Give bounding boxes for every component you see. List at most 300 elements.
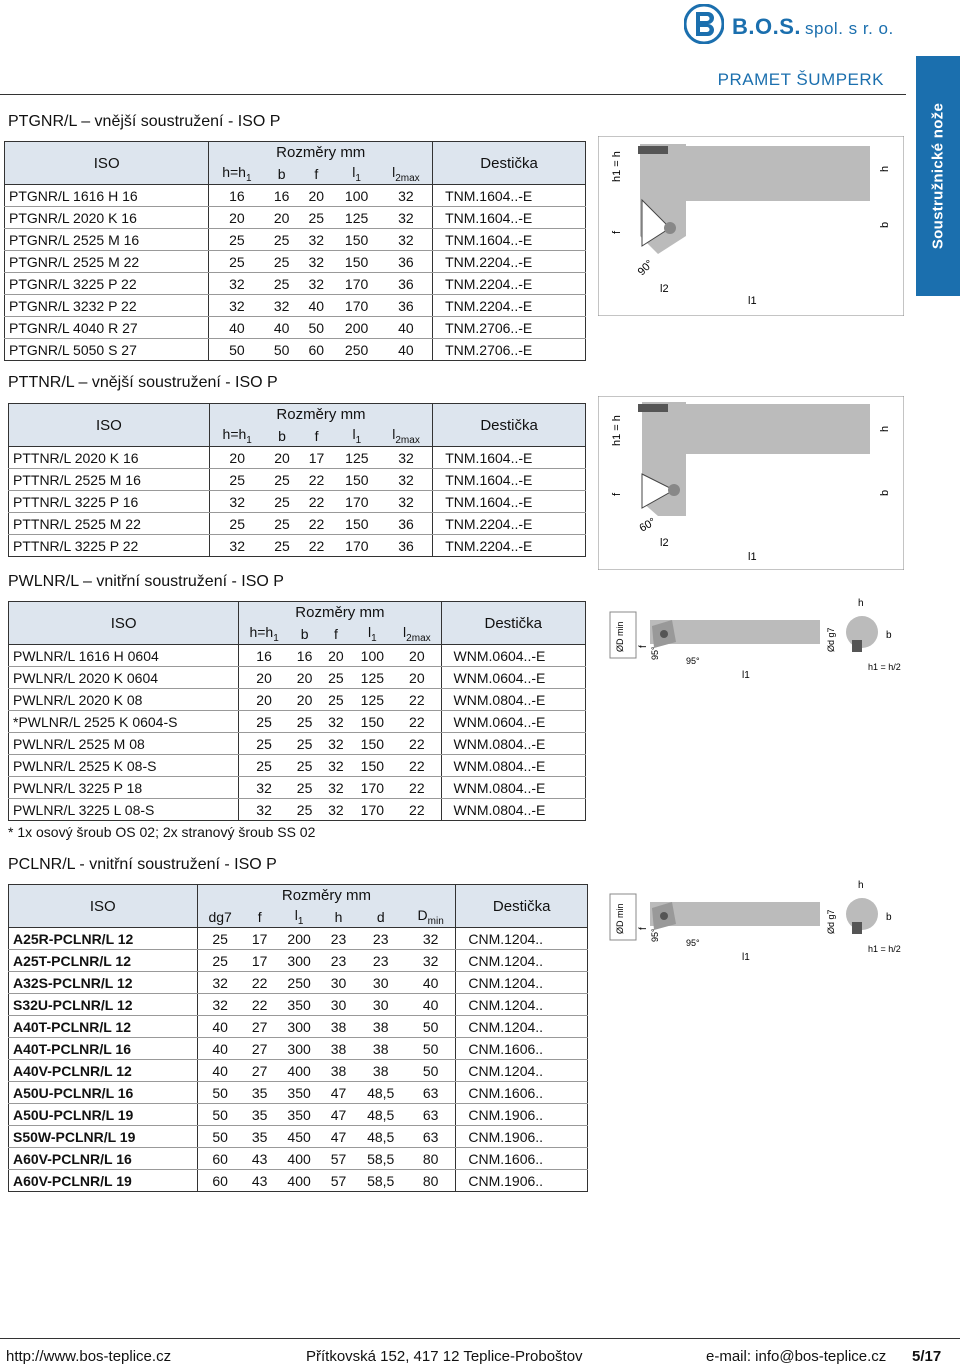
table-row [9,491,586,513]
table-row [5,207,586,229]
cell-value: 450 [277,1126,322,1148]
cell-value: 32 [197,972,243,994]
header-col: h [322,906,356,928]
label-dmin: ØD min [615,903,625,934]
cell-value: 25 [265,491,300,513]
cell-value: 32 [209,491,264,513]
cell-insert: TNM.1604..-E [433,229,586,251]
cell-value: 27 [243,1060,277,1082]
cell-iso: A50U-PCLNR/L 19 [9,1104,198,1126]
label-b: b [879,221,891,228]
cell-value: 25 [209,229,265,251]
cell-iso: A50U-PCLNR/L 16 [9,1082,198,1104]
cell-value: 25 [320,667,351,689]
header-col: $h=h_1$ [239,623,289,645]
cell-value: 22 [393,755,441,777]
cell-value: 36 [380,295,433,317]
cell-insert: TNM.2204..-E [433,251,586,273]
cell-insert: CNM.1204.. [456,1060,588,1082]
header-col: $h=h_1$ [209,425,264,447]
cell-value: 60 [299,339,334,361]
cell-insert: TNM.2204..-E [433,513,586,535]
cell-value: 16 [209,185,265,207]
cell-iso: PTGNR/L 2020 K 16 [5,207,209,229]
cell-iso: PTGNR/L 5050 S 27 [5,339,209,361]
label-h1: h1 = h [611,415,623,446]
table-row [5,295,586,317]
cell-value: 22 [393,733,441,755]
header-dimensions: Rozměry mm [239,602,441,624]
cell-insert: CNM.1606.. [456,1082,588,1104]
cell-value: 40 [299,295,334,317]
cell-value: 38 [355,1060,406,1082]
cell-insert: CNM.1204.. [456,928,588,950]
section-title: PWLNR/L – vnitřní soustružení - ISO P [8,573,284,590]
table-row [9,667,586,689]
cell-value: 125 [352,667,394,689]
cell-value: 32 [209,295,265,317]
cell-value: 23 [322,950,356,972]
cell-iso: A40T-PCLNR/L 16 [9,1038,198,1060]
cell-value: 150 [334,513,380,535]
header-col: f [243,906,277,928]
page-number: 5/17 [912,1348,942,1365]
cell-value: 63 [406,1104,456,1126]
cell-value: 250 [277,972,322,994]
cell-value: 80 [406,1148,456,1170]
cell-iso: PTGNR/L 2525 M 16 [5,229,209,251]
cell-value: 25 [320,689,351,711]
cell-insert: WNM.0804..-E [441,689,585,711]
cell-value: 23 [322,928,356,950]
cell-value: 35 [243,1126,277,1148]
footnote: * 1x osový šroub OS 02; 2x stranový šroub SS 02 [8,824,316,840]
label-f: f [638,927,649,930]
header-insert: Destička [456,885,588,928]
cell-value: 25 [239,733,289,755]
insert-section [852,922,862,934]
cell-value: 32 [406,950,456,972]
cell-insert: WNM.0804..-E [441,755,585,777]
cell-insert: WNM.0804..-E [441,777,585,799]
table-row [9,777,586,799]
cell-value: 38 [355,1016,406,1038]
cell-value: 150 [352,711,394,733]
cell-value: 150 [352,755,394,777]
cell-iso: PTGNR/L 1616 H 16 [5,185,209,207]
cell-value: 20 [209,207,265,229]
cell-insert: CNM.1204.. [456,950,588,972]
screw-icon [660,630,668,638]
company-name: B.O.S. spol. s r. o. [732,14,894,39]
cell-value: 100 [334,185,380,207]
cell-value: 25 [239,755,289,777]
cell-value: 25 [264,229,299,251]
company-logo [684,4,910,44]
cell-value: 32 [380,491,433,513]
cell-value: 22 [243,994,277,1016]
sidebar-tab [916,56,960,296]
cell-value: 350 [277,1082,322,1104]
cell-value: 40 [406,972,456,994]
cell-value: 20 [299,185,334,207]
cell-value: 80 [406,1170,456,1192]
cell-value: 27 [243,1016,277,1038]
cell-value: 25 [289,777,320,799]
cell-value: 350 [277,1104,322,1126]
cell-insert: TNM.2706..-E [433,339,586,361]
label-dg7: Ød g7 [826,909,836,934]
cell-iso: A25T-PCLNR/L 12 [9,950,198,972]
cell-value: 57 [322,1148,356,1170]
footer-url[interactable]: http://www.bos-teplice.cz [6,1348,172,1365]
cell-insert: CNM.1906.. [456,1170,588,1192]
cell-value: 300 [277,1016,322,1038]
cell-value: 40 [380,317,433,339]
cell-value: 150 [334,251,380,273]
label-h1: h1 = h/2 [868,944,901,954]
cell-iso: PWLNR/L 3225 L 08-S [9,799,239,821]
cell-value: 32 [209,273,265,295]
cell-iso: PWLNR/L 2020 K 08 [9,689,239,711]
cell-value: 36 [380,535,433,557]
footer-divider [0,1338,960,1339]
table-row [9,950,588,972]
cell-value: 200 [334,317,380,339]
cell-value: 32 [299,251,334,273]
header-dimensions: Rozměry mm [197,885,456,907]
cell-value: 25 [289,799,320,821]
cell-insert: CNM.1906.. [456,1126,588,1148]
table-row [5,273,586,295]
table-row [9,733,586,755]
footer-address: Přítkovská 152, 417 12 Teplice-Proboštov [306,1348,583,1365]
cell-iso: PWLNR/L 2525 M 08 [9,733,239,755]
cell-value: 22 [299,513,334,535]
table-row [9,1060,588,1082]
cell-value: 100 [352,645,394,667]
tool-table-pttnr [8,403,586,557]
label-angle-2: 95° [686,938,700,948]
cell-value: 43 [243,1170,277,1192]
header-col: $D_{min}$ [406,906,456,928]
clamp [638,146,668,154]
cell-value: 25 [264,251,299,273]
table-row [9,928,588,950]
bos-logo-icon [684,4,724,44]
cell-value: 300 [277,1038,322,1060]
cell-value: 25 [299,207,334,229]
header-col: d [355,906,406,928]
header-col: $l_{2max}$ [393,623,441,645]
ptgnr-tool-drawing [598,136,904,316]
cell-value: 22 [243,972,277,994]
cell-value: 400 [277,1060,322,1082]
table-row [9,535,586,557]
cell-insert: WNM.0804..-E [441,799,585,821]
cell-iso: S50W-PCLNR/L 19 [9,1126,198,1148]
cell-value: 32 [320,711,351,733]
label-h: h [858,880,864,891]
cell-value: 40 [406,994,456,1016]
cell-value: 32 [239,777,289,799]
cell-iso: A32S-PCLNR/L 12 [9,972,198,994]
cell-value: 16 [289,645,320,667]
table-row [9,994,588,1016]
cell-iso: PTGNR/L 4040 R 27 [5,317,209,339]
cell-value: 40 [197,1016,243,1038]
cell-value: 20 [393,645,441,667]
cell-value: 170 [352,777,394,799]
cell-value: 125 [352,689,394,711]
table-row [5,251,586,273]
table-row [9,1170,588,1192]
cell-value: 36 [380,513,433,535]
pwlnr-tool-drawing [606,596,906,690]
label-angle-2: 95° [686,656,700,666]
cell-iso: A60V-PCLNR/L 19 [9,1170,198,1192]
cell-value: 32 [320,733,351,755]
header-col: $l_1$ [334,425,380,447]
cell-value: 22 [393,689,441,711]
label-h1: h1 = h [611,151,623,182]
cell-value: 60 [197,1148,243,1170]
cell-insert: TNM.1604..-E [433,469,586,491]
cell-insert: TNM.1604..-E [433,185,586,207]
cell-iso: PTTNR/L 3225 P 16 [9,491,210,513]
cell-value: 170 [334,491,380,513]
header-dimensions: Rozměry mm [209,404,433,426]
table-row [9,645,586,667]
table-row [9,447,586,469]
section-title: PTGNR/L – vnější soustružení - ISO P [8,113,281,130]
cell-value: 25 [197,950,243,972]
cell-value: 36 [380,273,433,295]
label-l2: l2 [660,537,669,549]
cell-iso: *PWLNR/L 2525 K 0604-S [9,711,239,733]
cell-value: 17 [243,950,277,972]
cell-value: 16 [264,185,299,207]
cell-value: 38 [322,1060,356,1082]
screw-icon [668,484,680,496]
cell-iso: PTTNR/L 2525 M 22 [9,513,210,535]
cell-insert: WNM.0604..-E [441,711,585,733]
cell-value: 50 [406,1060,456,1082]
label-h: h [879,425,891,432]
cell-value: 63 [406,1126,456,1148]
cell-value: 40 [209,317,265,339]
label-f: f [638,645,649,648]
label-h: h [858,598,864,609]
label-l1: l1 [748,295,757,307]
cell-value: 36 [380,251,433,273]
shank [684,146,870,201]
screw-icon [664,222,676,234]
cell-value: 50 [299,317,334,339]
table-row [9,1082,588,1104]
sidebar-label: Soustružnické nože [929,102,947,250]
cell-value: 58,5 [355,1170,406,1192]
cell-value: 25 [265,469,300,491]
header-iso: ISO [9,885,198,928]
cell-value: 32 [380,229,433,251]
section-title: PTTNR/L – vnější soustružení - ISO P [8,374,278,391]
cell-value: 20 [239,689,289,711]
cell-insert: WNM.0804..-E [441,733,585,755]
cell-value: 50 [264,339,299,361]
cell-value: 40 [380,339,433,361]
tool-table-pclnr [8,884,588,1192]
cell-value: 23 [355,950,406,972]
header-col: dg7 [197,906,243,928]
cell-insert: CNM.1606.. [456,1038,588,1060]
cell-value: 32 [380,469,433,491]
table-row [5,317,586,339]
header-iso: ISO [5,142,209,185]
cell-value: 20 [289,667,320,689]
label-b: b [879,489,891,496]
label-b: b [886,912,892,923]
label-l2: l2 [660,283,669,295]
header-col: $l_{2max}$ [380,425,433,447]
table-row [9,711,586,733]
cell-value: 38 [322,1038,356,1060]
insert-section [852,640,862,652]
cell-value: 50 [197,1104,243,1126]
cell-value: 40 [264,317,299,339]
cell-value: 25 [265,535,300,557]
cell-value: 16 [239,645,289,667]
cell-value: 22 [393,711,441,733]
cell-value: 30 [322,994,356,1016]
cell-value: 25 [265,513,300,535]
cell-iso: PTGNR/L 3225 P 22 [5,273,209,295]
cell-insert: CNM.1204.. [456,994,588,1016]
cell-value: 25 [209,469,264,491]
table-row [9,1016,588,1038]
cell-value: 32 [380,207,433,229]
cell-iso: S32U-PCLNR/L 12 [9,994,198,1016]
cell-value: 400 [277,1170,322,1192]
cell-iso: A25R-PCLNR/L 12 [9,928,198,950]
table-row [5,185,586,207]
cell-value: 32 [320,755,351,777]
cell-value: 20 [239,667,289,689]
cell-value: 32 [264,295,299,317]
label-f: f [611,492,623,496]
cell-insert: TNM.2204..-E [433,273,586,295]
cell-value: 32 [380,185,433,207]
pttnr-tool-drawing [598,396,904,570]
footer-email[interactable]: e-mail: info@bos-teplice.cz [706,1348,887,1365]
cell-iso: PWLNR/L 2020 K 0604 [9,667,239,689]
header-col: $l_{2max}$ [380,163,433,185]
cell-value: 20 [393,667,441,689]
cell-insert: TNM.1604..-E [433,491,586,513]
cell-value: 25 [209,251,265,273]
label-angle: 95° [650,646,660,660]
label-f: f [611,230,623,234]
cell-value: 27 [243,1038,277,1060]
cell-insert: CNM.1906.. [456,1104,588,1126]
cell-value: 20 [209,447,264,469]
cell-value: 170 [352,799,394,821]
cell-value: 25 [264,273,299,295]
label-h: h [879,165,891,172]
cell-value: 40 [197,1060,243,1082]
cell-insert: TNM.1604..-E [433,447,586,469]
cell-value: 150 [334,469,380,491]
cell-value: 32 [380,447,433,469]
subtitle: PRAMET ŠUMPERK [717,70,884,89]
cell-value: 350 [277,994,322,1016]
cell-value: 47 [322,1126,356,1148]
cell-iso: A40V-PCLNR/L 12 [9,1060,198,1082]
cell-value: 25 [289,711,320,733]
table-row [9,1148,588,1170]
table-row [9,799,586,821]
cell-value: 17 [299,447,334,469]
header-col: $l_1$ [277,906,322,928]
cell-insert: WNM.0604..-E [441,667,585,689]
cell-iso: PTGNR/L 3232 P 22 [5,295,209,317]
table-row [5,339,586,361]
table-row [9,1038,588,1060]
cell-value: 38 [355,1038,406,1060]
cell-iso: A60V-PCLNR/L 16 [9,1148,198,1170]
cell-value: 125 [334,447,380,469]
cell-value: 32 [197,994,243,1016]
label-angle: 90° [635,257,656,279]
cell-iso: PTTNR/L 2020 K 16 [9,447,210,469]
cell-value: 200 [277,928,322,950]
header-col: b [264,163,299,185]
section-title: PCLNR/L - vnitřní soustružení - ISO P [8,856,277,873]
label-dmin: ØD min [615,621,625,652]
cell-insert: TNM.2204..-E [433,295,586,317]
cell-iso: PWLNR/L 3225 P 18 [9,777,239,799]
cell-value: 32 [239,799,289,821]
cell-insert: TNM.2204..-E [433,535,586,557]
cell-value: 20 [289,689,320,711]
cell-value: 25 [209,513,264,535]
table-row [9,972,588,994]
cell-iso: PTTNR/L 3225 P 22 [9,535,210,557]
header-iso: ISO [9,404,210,447]
header-col: $l_1$ [334,163,380,185]
label-l1: l1 [742,952,750,963]
cell-value: 58,5 [355,1148,406,1170]
label-h1: h1 = h/2 [868,662,901,672]
cell-value: 300 [277,950,322,972]
cell-value: 400 [277,1148,322,1170]
label-l1: l1 [748,551,757,563]
cell-value: 47 [322,1082,356,1104]
cell-iso: PTGNR/L 2525 M 22 [5,251,209,273]
cell-value: 22 [393,777,441,799]
clamp [638,404,668,412]
tool-table-ptgnr [4,141,586,361]
label-b: b [886,630,892,641]
cell-insert: CNM.1204.. [456,1016,588,1038]
cell-insert: TNM.1604..-E [433,207,586,229]
cell-insert: CNM.1204.. [456,972,588,994]
cell-insert: TNM.2706..-E [433,317,586,339]
cell-iso: A40T-PCLNR/L 12 [9,1016,198,1038]
table-row [9,1104,588,1126]
cell-value: 25 [197,928,243,950]
pclnr-tool-drawing [606,878,906,972]
